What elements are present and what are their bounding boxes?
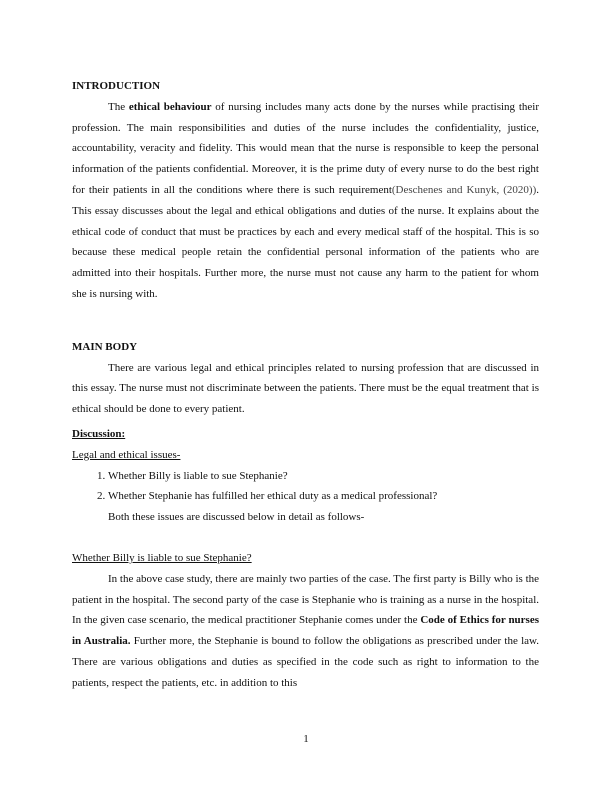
page-content (72, 76, 539, 694)
main-body-paragraph: There are various legal and ethical principles related to nursing profession that are discussed in this essay. The nurse must not discriminate between the patients. There must be the equal treatment that is ethical should be done to every patient. (72, 361, 539, 416)
discussion-heading: Discussion: (72, 427, 126, 440)
section1-text-end: Further more, the Stephanie is bound to follow the obligations as prescribed under the law. There are various obligations and duties as specified in the code such as right to information to the patients, respect the patients, etc. in addition to this (72, 635, 539, 689)
section1-bold-term: Code of Ethics for nurses in Australia. (72, 614, 540, 648)
page-number: 1 (303, 733, 309, 745)
intro-citation: (Deschenes and Kunyk, (2020)) (391, 183, 537, 196)
issue-item: 1. Whether Billy is liable to sue Stephanie? (108, 466, 539, 487)
issues-list (72, 466, 539, 508)
main-body-heading: MAIN BODY (72, 340, 138, 353)
intro-text-start: The (108, 100, 129, 113)
issues-follow-text: Both these issues are discussed below in detail as follows- (108, 511, 365, 524)
issue-item: 2. Whether Stephanie has fulfilled her ethical duty as a medical professional? (108, 486, 539, 507)
introduction-heading: INTRODUCTION (72, 80, 161, 92)
intro-text-end: . This essay discusses about the legal and ethical obligations and duties of the nurse. It explains about the ethical code of conduct that must be practices by each and every medical staff of the hospital. This is so because these medical people retain the confidential personal information of the patients who are admitted into their hospitals. Further more, the nurse must not cause any harm to the patient for whom she is nursing with. (72, 183, 540, 300)
section1-heading: Whether Billy is liable to sue Stephanie? (72, 551, 252, 564)
introduction-paragraph (72, 97, 539, 305)
section1-paragraph (72, 569, 539, 694)
issues-subheading: Legal and ethical issues- (72, 448, 181, 461)
spacer (72, 528, 539, 548)
spacer (72, 305, 539, 337)
intro-text-mid: of nursing includes many acts done by the nurses while practising their profession. The main responsibilities and duties of the nurse includes the confidentiality, justice, accountability, veracity and fidelity. This would mean that the nurse is responsible to keep the personal information of the patients confidential. Moreover, it is the prime duty of every nurse to do the best right for their patients in all the conditions where there is such requirement (72, 100, 539, 196)
intro-bold-term: ethical behaviour (128, 100, 212, 113)
section1-text-start: In the above case study, there are mainly two parties of the case. The first party is Billy who is the patient in the hospital. The second party of the case is Stephanie who is training as a nurse in the hospital. In the given case scenario, the medical practitioner Stephanie comes under the (72, 572, 540, 627)
